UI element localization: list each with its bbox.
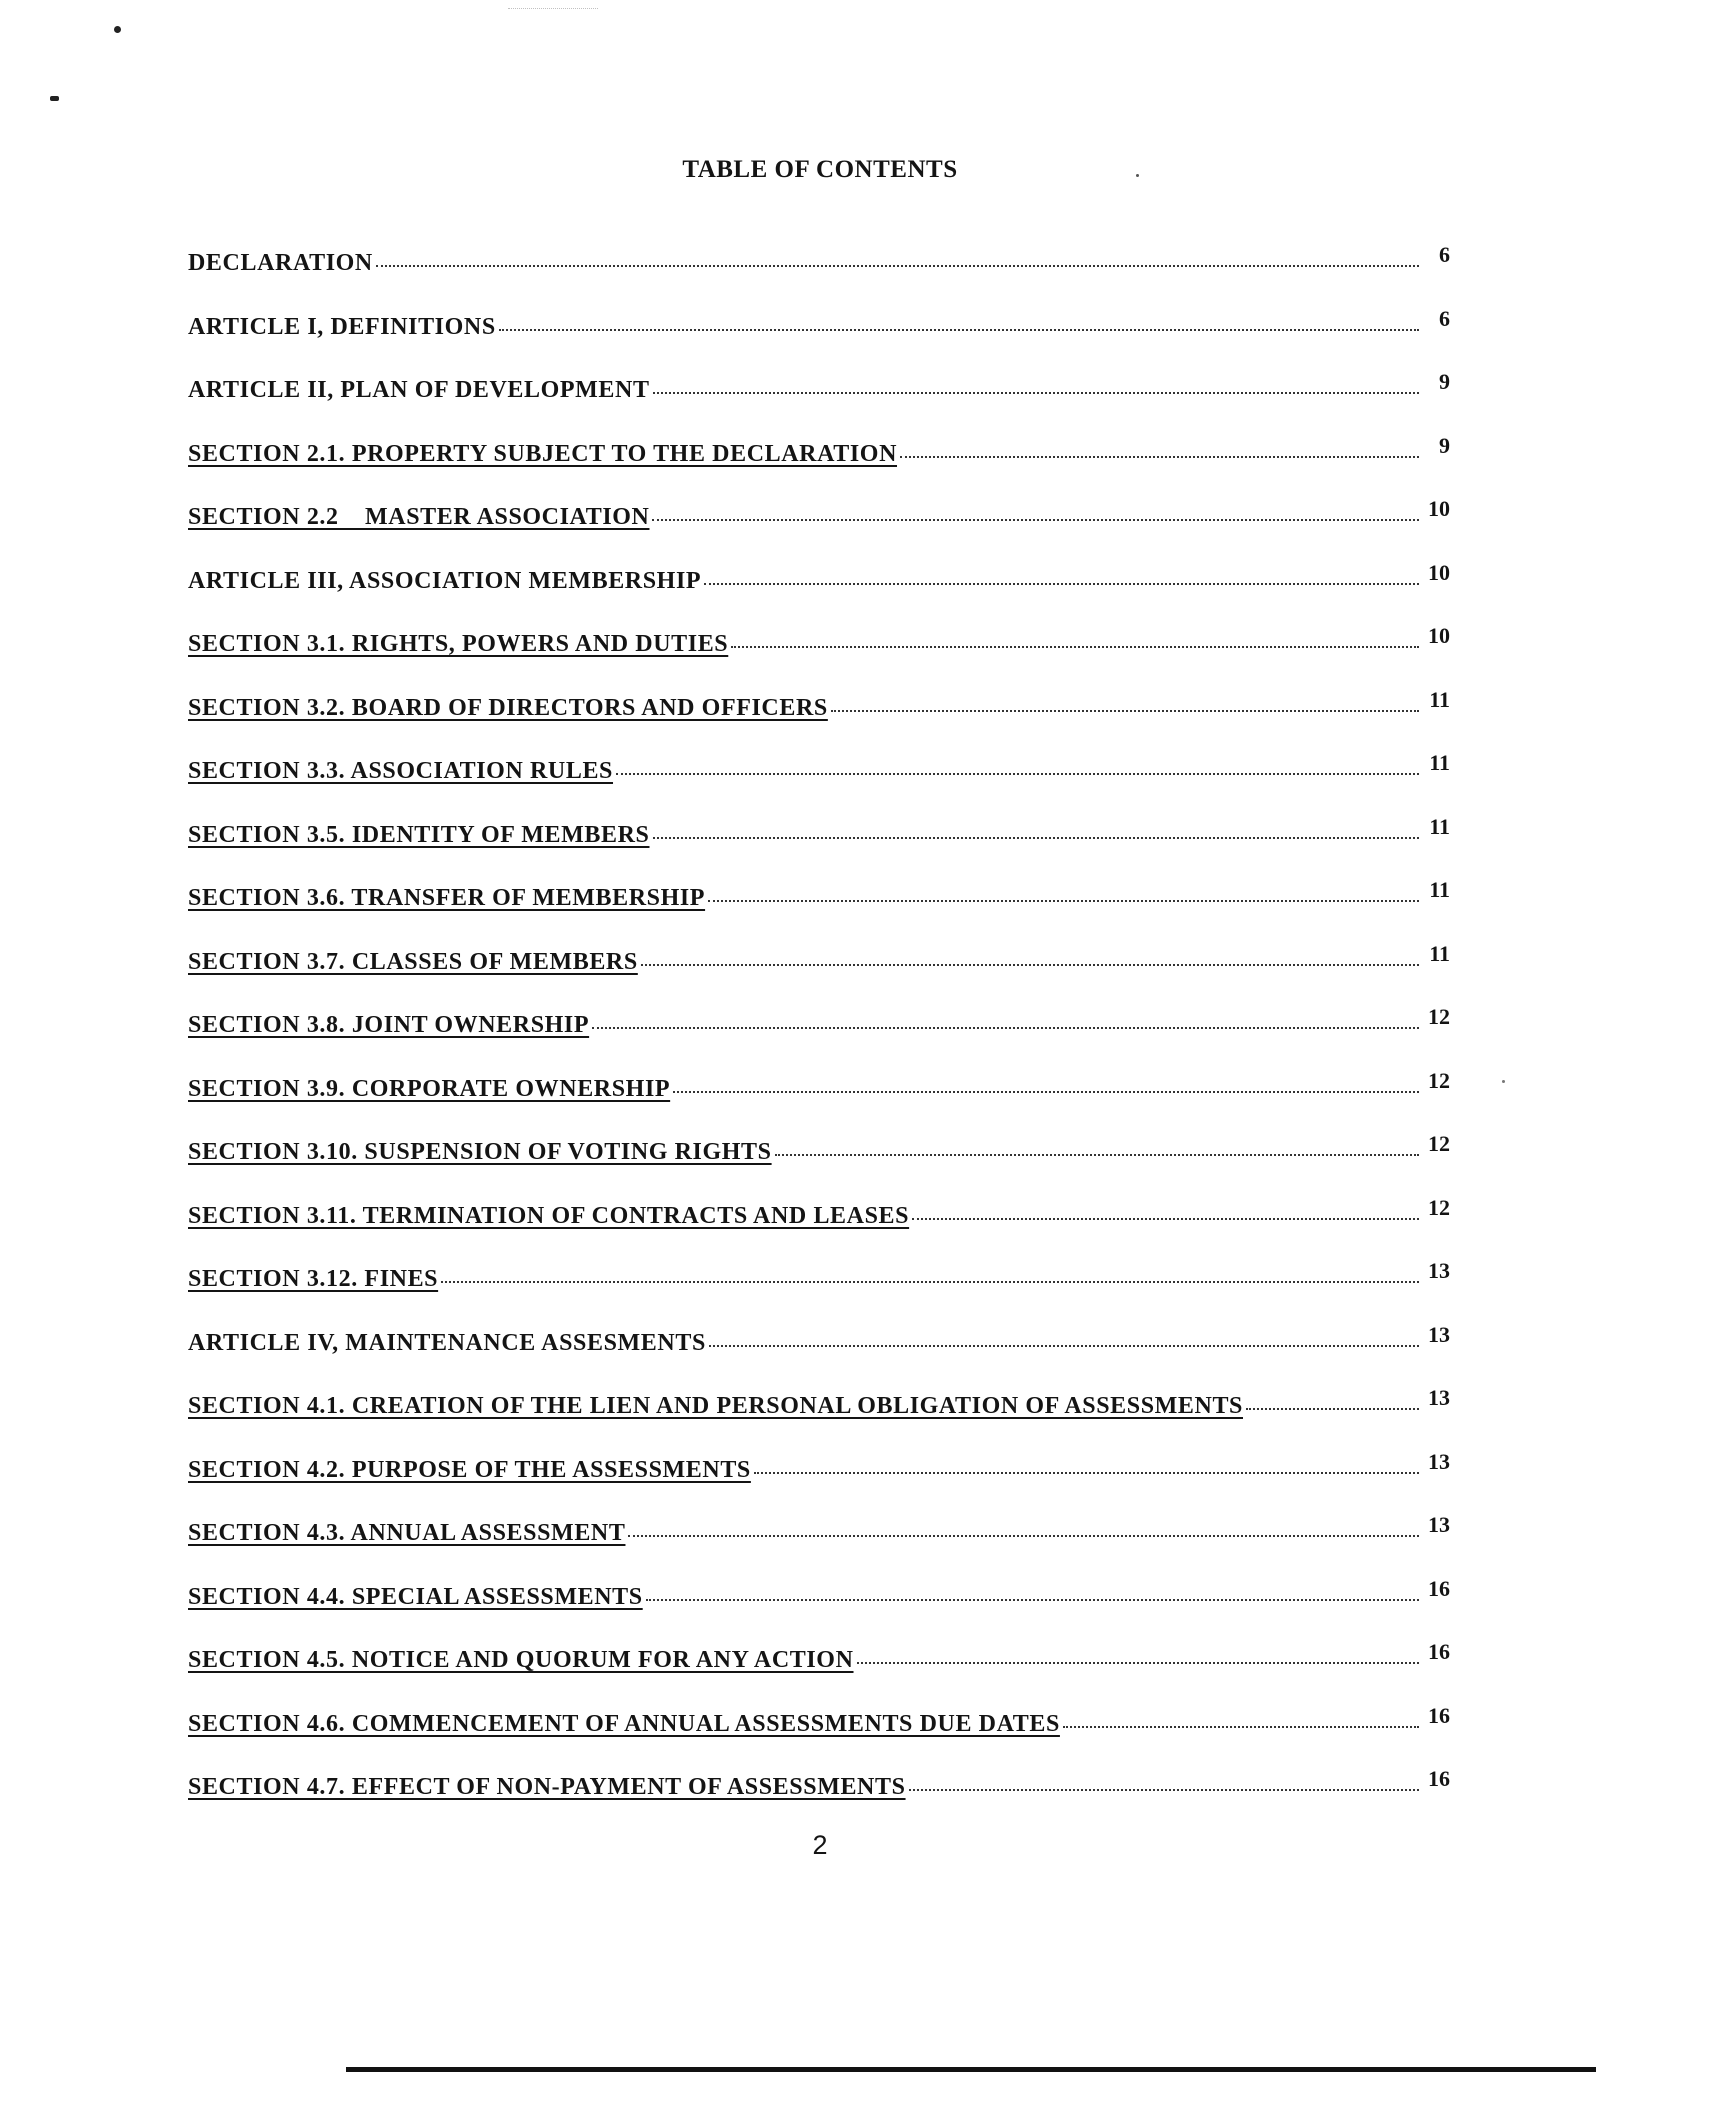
toc-entry [188, 750, 1450, 822]
dot-leader [708, 900, 1419, 902]
toc-entry-page: 11 [1429, 750, 1450, 775]
toc-entry [188, 432, 1450, 505]
toc-entry-label: SECTION 3.1. RIGHTS, POWERS AND DUTIES [188, 631, 729, 657]
dot-leader [441, 1281, 1419, 1283]
toc-entry [188, 1258, 1450, 1330]
toc-entry [188, 877, 1450, 949]
dot-leader [704, 583, 1419, 585]
toc-entry-page: 13 [1428, 1512, 1450, 1537]
scan-speck [50, 96, 59, 101]
toc-entry [188, 1131, 1450, 1203]
toc-entry-page: 10 [1428, 496, 1450, 521]
toc-entry-page: 16 [1428, 1575, 1450, 1601]
toc-entry [188, 940, 1450, 1013]
dot-leader [754, 1472, 1419, 1474]
toc-entry-page: 12 [1428, 1131, 1450, 1156]
toc-entry-page: 6 [1439, 305, 1450, 331]
toc-entry [188, 369, 1450, 441]
bottom-rule [346, 2067, 1596, 2072]
toc-entry-page: 10 [1428, 559, 1450, 585]
toc-entry-page: 13 [1428, 1385, 1450, 1410]
dot-leader [900, 456, 1419, 458]
toc-entry [188, 623, 1450, 695]
dot-leader [1063, 1726, 1419, 1728]
dot-leader [628, 1535, 1419, 1537]
toc-list [188, 242, 1450, 1838]
dot-leader [912, 1218, 1419, 1220]
toc-entry [188, 1448, 1450, 1521]
dot-leader [1246, 1408, 1419, 1410]
scan-artifact [508, 8, 598, 33]
toc-entry [188, 1766, 1450, 1838]
toc-entry-label: ARTICLE I, DEFINITIONS [188, 313, 496, 340]
dot-leader [592, 1027, 1419, 1029]
toc-entry-page: 9 [1439, 369, 1450, 394]
toc-entry [188, 1194, 1450, 1267]
toc-entry-label: SECTION 3.10. SUSPENSION OF VOTING RIGHTS [188, 1139, 772, 1165]
dot-leader [652, 519, 1419, 521]
toc-entry [188, 1512, 1450, 1584]
toc-entry-label: ARTICLE II, PLAN OF DEVELOPMENT [188, 377, 650, 403]
page-number: 2 [812, 1830, 828, 1860]
toc-entry-page: 10 [1428, 623, 1450, 648]
toc-entry-page: 12 [1428, 1194, 1450, 1220]
toc-entry-label: SECTION 3.6. TRANSFER OF MEMBERSHIP [188, 885, 706, 911]
dot-leader [909, 1789, 1419, 1791]
dot-leader [775, 1154, 1419, 1156]
toc-entry-label: SECTION 3.12. FINES [188, 1266, 439, 1292]
toc-entry-label: SECTION 4.5. NOTICE AND QUORUM FOR ANY ACTION [188, 1647, 854, 1673]
dot-leader [499, 329, 1419, 331]
toc-entry [188, 686, 1450, 759]
toc-entry [188, 1004, 1450, 1076]
toc-entry-page: 12 [1428, 1004, 1450, 1029]
toc-entry-page: 9 [1439, 432, 1450, 458]
toc-entry-label: SECTION 4.6. COMMENCEMENT OF ANNUAL ASSESSMENTS DUE DATES [188, 1710, 1060, 1737]
toc-entry-page: 12 [1428, 1067, 1450, 1093]
toc-entry-label: SECTION 2.1. PROPERTY SUBJECT TO THE DECLARATION [188, 440, 898, 467]
toc-entry-label: ARTICLE III, ASSOCIATION MEMBERSHIP [188, 567, 702, 594]
toc-entry-label: SECTION 4.1. CREATION OF THE LIEN AND PERSONAL OBLIGATION OF ASSESSMENTS [188, 1393, 1243, 1419]
toc-entry-page: 11 [1429, 940, 1450, 966]
dot-leader [673, 1091, 1419, 1093]
toc-entry-label: SECTION 4.2. PURPOSE OF THE ASSESSMENTS [188, 1456, 751, 1483]
toc-entry-label: SECTION 3.11. TERMINATION OF CONTRACTS AND LEASES [188, 1202, 910, 1229]
toc-entry [188, 305, 1450, 378]
dot-leader [653, 837, 1420, 839]
toc-entry-page: 16 [1428, 1639, 1450, 1664]
dot-leader [857, 1662, 1419, 1664]
dot-leader [376, 265, 1419, 267]
toc-entry-page: 16 [1428, 1702, 1450, 1728]
toc-entry-label: SECTION 3.7. CLASSES OF MEMBERS [188, 948, 638, 975]
toc-entry [188, 1702, 1450, 1775]
dot-leader [646, 1599, 1419, 1601]
dot-leader [616, 773, 1419, 775]
toc-entry [188, 242, 1450, 314]
toc-entry-page: 13 [1428, 1321, 1450, 1347]
scan-speck [114, 26, 121, 33]
page-title: TABLE OF CONTENTS [682, 156, 958, 183]
toc-entry-label: SECTION 3.3. ASSOCIATION RULES [188, 758, 614, 784]
toc-entry [188, 813, 1450, 886]
toc-entry [188, 559, 1450, 632]
toc-entry [188, 1067, 1450, 1140]
dot-leader [641, 964, 1419, 966]
toc-entry-label: SECTION 4.4. SPECIAL ASSESSMENTS [188, 1583, 643, 1610]
toc-entry [188, 1639, 1450, 1711]
toc-entry-page: 16 [1428, 1766, 1450, 1791]
toc-entry-page: 6 [1439, 242, 1450, 267]
dot-leader [731, 646, 1419, 648]
toc-entry [188, 1575, 1450, 1648]
toc-entry-label: SECTION 3.5. IDENTITY OF MEMBERS [188, 821, 650, 848]
toc-entry [188, 1321, 1450, 1394]
toc-entry-page: 11 [1429, 813, 1450, 839]
toc-entry-label: SECTION 3.8. JOINT OWNERSHIP [188, 1012, 590, 1038]
toc-entry-page: 13 [1428, 1448, 1450, 1474]
toc-entry-page: 13 [1428, 1258, 1450, 1283]
scan-speck [1502, 1080, 1505, 1083]
dot-leader [831, 710, 1419, 712]
toc-entry-label: SECTION 2.2 MASTER ASSOCIATION [188, 504, 650, 530]
toc-entry [188, 1385, 1450, 1457]
dot-leader [653, 392, 1419, 394]
toc-entry-page: 11 [1429, 877, 1450, 902]
toc-entry-label: DECLARATION [188, 250, 373, 276]
toc-entry-label: ARTICLE IV, MAINTENANCE ASSESMENTS [188, 1329, 706, 1356]
toc-entry-page: 11 [1429, 686, 1450, 712]
dot-leader [709, 1345, 1419, 1347]
toc-entry-label: SECTION 3.9. CORPORATE OWNERSHIP [188, 1075, 671, 1102]
toc-entry [188, 496, 1450, 568]
toc-entry-label: SECTION 4.3. ANNUAL ASSESSMENT [188, 1520, 626, 1546]
toc-entry-label: SECTION 3.2. BOARD OF DIRECTORS AND OFFICERS [188, 694, 828, 721]
toc-entry-label: SECTION 4.7. EFFECT OF NON-PAYMENT OF ASSESSMENTS [188, 1774, 906, 1800]
